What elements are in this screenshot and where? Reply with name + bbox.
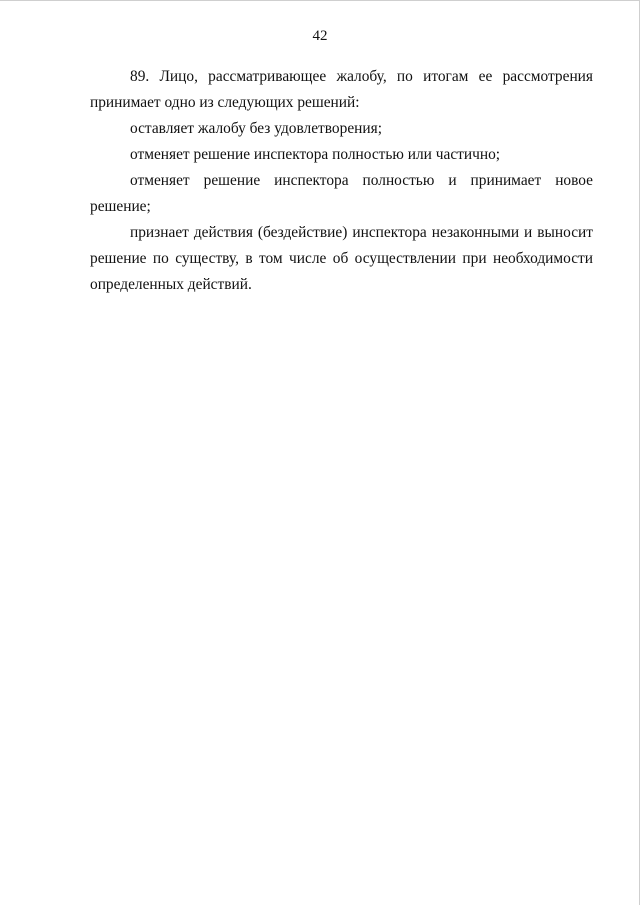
list-item-cancel-new-decision: отменяет решение инспектора полностью и принимает новое решение;	[90, 172, 593, 215]
document-body	[90, 64, 593, 298]
list-item-cancel-partially: отменяет решение инспектора полностью или частично;	[130, 146, 501, 163]
paragraph-89-intro: 89. Лицо, рассматривающее жалобу, по итогам ее рассмотрения принимает одно из следующих решений:	[90, 68, 593, 111]
list-item-unlawful-actions: признает действия (бездействие) инспектора незаконными и выносит решение по существу, в том числе об осуществлении при необходимости определенных действий.	[90, 224, 593, 293]
list-item-leave-unsatisfied: оставляет жалобу без удовлетворения;	[130, 120, 382, 137]
page-number: 42	[312, 28, 328, 44]
